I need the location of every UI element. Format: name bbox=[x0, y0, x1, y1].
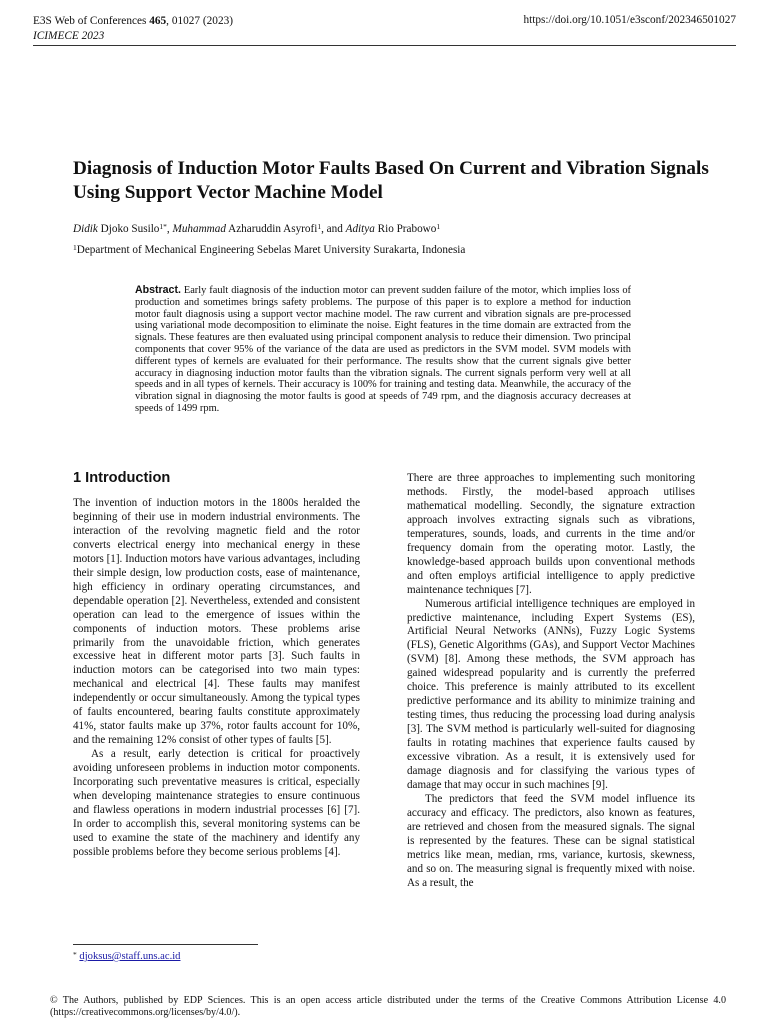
paragraph: The invention of induction motors in the 1800s heralded the beginning of their use in modern industrial environments. The interaction of the revolving magnetic field and the rotor converts electrical energy into mechanical energy in these motors [1]. Induction motors have various advantages, including their simple design, low production costs, ease of maintenance, high efficiency in ordinary operating circumstances, and dependable operation [2]. Nevertheless, extended and consistent operation can lead to the emergence of issues within the components of induction motors. These problems arise primarily from the unavoidable friction, which generates excessive heat in different motor parts [3]. Such faults in induction motors can be categorised into two main types: mechanical and electrical [4]. These faults may manifest independently or occur simultaneously. Among the typical types of faults encountered, bearing faults constitute approximately 41%, stator faults make up 37%, rotor faults account for 10%, and the remaining 12% consist of other types of faults [5]. bbox=[73, 497, 360, 747]
author: Muhammad Azharuddin Asyrofi$^1$ bbox=[172, 222, 322, 235]
paragraph: There are three approaches to implementing such monitoring methods. Firstly, the model-based approach utilises mathematical modelling. Secondly, the signature extraction approach involves extracting signals such as vibrations, temperatures, sounds, loads, and currents in the time and/or frequency domain from the operating motor. Lastly, the knowledge-based approach builds upon conventional methods and often employs artificial intelligence to apply predictive maintenance techniques [7]. bbox=[407, 472, 695, 596]
body-column-right bbox=[407, 472, 695, 891]
affiliation: $^1$Department of Mechanical Engineering Sebelas Maret University Surakarta, Indonesia bbox=[73, 243, 466, 256]
paragraph: As a result, early detection is critical for proactively avoiding unforeseen problems in induction motor components. Incorporating such preventative measures is critical, especially when developing maintenance strategies to ensure continuous and flawless operations in modern industrial processes [6] [7]. In order to accomplish this, several monitoring systems can be used to examine the state of the machinery and identify any possible problems before they become serious problems [4]. bbox=[73, 748, 360, 858]
body-column-left bbox=[73, 497, 360, 860]
abstract-text: Early fault diagnosis of the induction motor can prevent sudden failure of the motor, which implies loss of production and sometimes brings safety problems. The purpose of this paper is to explore a method for induction motor fault diagnosis using a support vector machine model. The raw current and vibration signals are pre-processed using variational mode decomposition to eliminate the noise. Eight features in the time domain are extracted from the signals. These features are then evaluated using principal component analysis to reduce their dimension. Two principal components that cover 95% of the variance of the data are used as predictors in the SVM model. SVM models with different types of kernels are evaluated for their performance. The results show that the current signals give better accuracy in diagnosing induction motor faults than the vibration signals. The current signals perform very well at all speeds and in all types of kernels. Their accuracy is 100% for training and testing data. Meanwhile, the accuracy of the vibration signal in diagnosing the motor faults is good at speeds of 749 rpm, and the diagnosis accuracy decreases at speeds of 1499 rpm. bbox=[135, 285, 631, 414]
author: Aditya Rio Prabowo$^1$ bbox=[345, 222, 441, 235]
abstract-label: Abstract. bbox=[135, 284, 181, 296]
abstract bbox=[135, 285, 631, 415]
paper-title: Diagnosis of Induction Motor Faults Based On Current and Vibration Signals Using Support Vector Machine Model bbox=[73, 158, 709, 203]
header-divider bbox=[33, 45, 736, 46]
author: Didik Djoko Susilo$^{1*}$ bbox=[73, 222, 167, 235]
footnote: * djoksus@staff.uns.ac.id bbox=[73, 950, 181, 962]
section-heading: 1 Introduction bbox=[73, 470, 171, 486]
author-list: Didik Djoko Susilo$^{1*}$, Muhammad Azharuddin Asyrofi$^1$, and Aditya Rio Prabowo$^1$ bbox=[73, 222, 441, 235]
journal-citation bbox=[33, 14, 233, 29]
footnote-divider bbox=[73, 944, 258, 945]
paragraph: Numerous artificial intelligence techniques are employed in predictive maintenance, including Expert Systems (ES), Artificial Neural Networks (ANNs), Fuzzy Logic Systems (FLS), Genetic Algorithms (GAs), and Support Vector Machines (SVM) [8]. Among these methods, the SVM approach has gained widespread popularity and is currently the preferred choice. This preference is mainly attributed to its excellent predictive performance and its ability to minimize training and testing times, thus reducing the processing load during analysis [3]. The SVM method is particularly well-suited for diagnosing faults in rotating machines that experience faults caused by excessive vibration. As a result, it is extensively used for damage diagnosis and for classifying the various types of damage that may occur in such machines [9]. bbox=[407, 597, 695, 791]
email-link[interactable]: djoksus@staff.uns.ac.id bbox=[79, 951, 181, 962]
journal-volume: 465 bbox=[149, 15, 167, 27]
conference-name: ICIMECE 2023 bbox=[33, 29, 105, 42]
journal-name: E3S Web of Conferences bbox=[33, 15, 147, 27]
paragraph: The predictors that feed the SVM model influence its accuracy and efficacy. The predictors, also known as features, are retrieved and chosen from the measured signals. The signal is represented by the features. These can be signal statistical metrics like mean, median, rms, variance, kurtosis, skewness, and so on. The measuring signal is frequently mixed with noise. As a result, the bbox=[407, 792, 695, 889]
license-footer: © The Authors, published by EDP Sciences. This is an open access article distributed under the terms of the Creative Commons Attribution License 4.0 (https://creativecommons.org/licenses/by/4.0/). bbox=[50, 995, 726, 1018]
doi-link[interactable]: https://doi.org/10.1051/e3sconf/202346501027 bbox=[523, 14, 736, 26]
running-header-left bbox=[33, 14, 233, 43]
article-number: , 01027 (2023) bbox=[166, 15, 234, 27]
